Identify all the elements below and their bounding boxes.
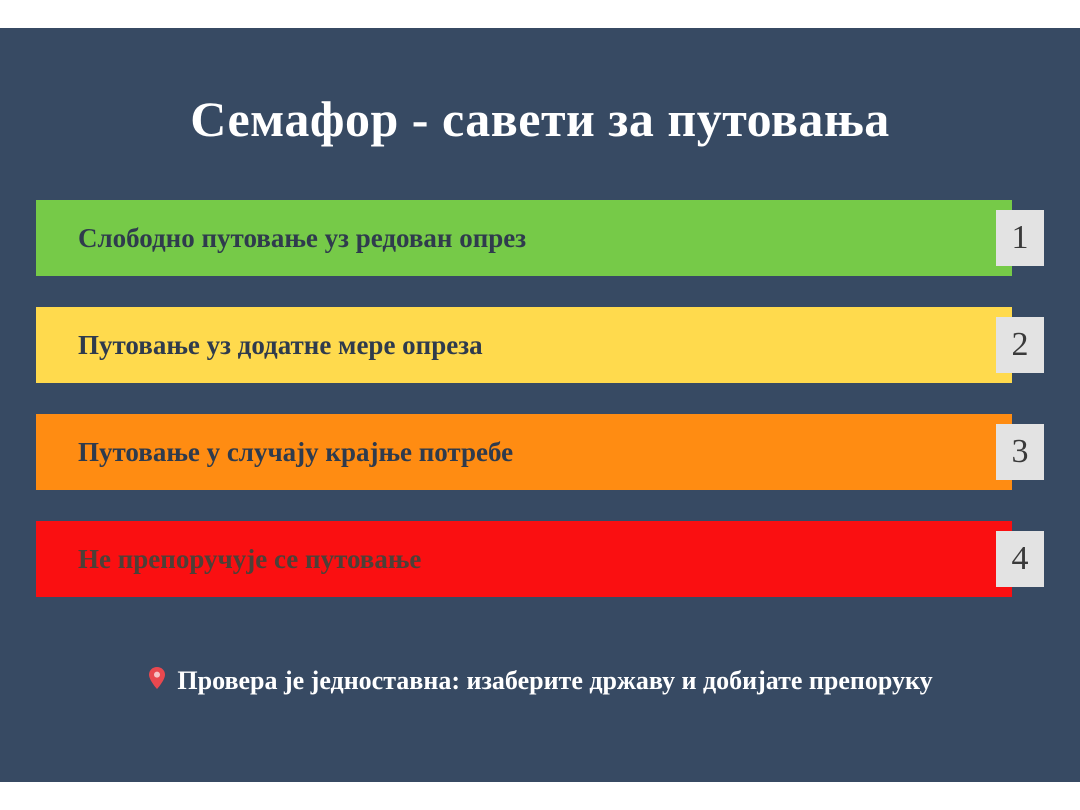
footer-note-text: Провера је једноставна: изаберите државу и добијате препоруку <box>177 666 933 695</box>
level-row[interactable] <box>36 414 1044 490</box>
level-label: Не препоручује се путовање <box>78 543 422 574</box>
level-row[interactable] <box>36 307 1044 383</box>
level-bar-orange[interactable] <box>36 414 1012 490</box>
level-bar-yellow[interactable] <box>36 307 1012 383</box>
level-bar-green[interactable] <box>36 200 1012 276</box>
traffic-light-levels <box>36 200 1044 628</box>
slide-canvas <box>0 28 1080 782</box>
level-number-badge: 1 <box>996 210 1044 266</box>
page-title: Семафор - савети за путовања <box>190 91 890 147</box>
level-number-badge: 4 <box>996 531 1044 587</box>
level-number-badge: 3 <box>996 424 1044 480</box>
map-pin-icon <box>147 666 167 696</box>
level-bar-red[interactable] <box>36 521 1012 597</box>
level-label: Слободно путовање уз редован опрез <box>78 222 527 253</box>
footer-note-row <box>0 666 1080 696</box>
level-label: Путовање уз додатне мере опреза <box>78 329 483 360</box>
level-number-badge: 2 <box>996 317 1044 373</box>
level-row[interactable] <box>36 200 1044 276</box>
level-label: Путовање у случају крајње потребе <box>78 436 514 467</box>
level-row[interactable] <box>36 521 1044 597</box>
